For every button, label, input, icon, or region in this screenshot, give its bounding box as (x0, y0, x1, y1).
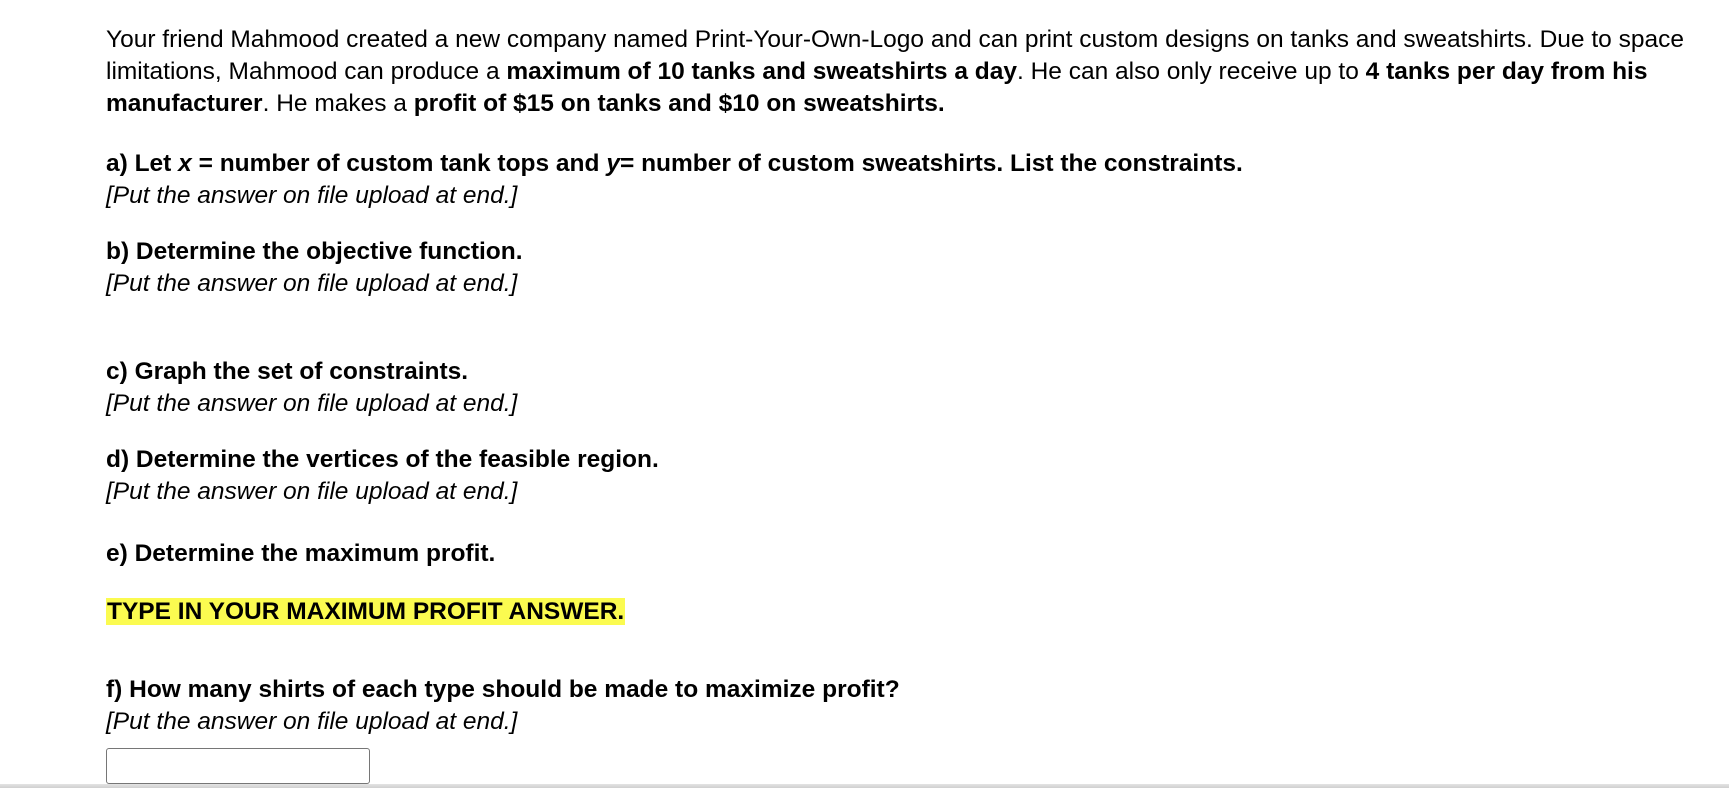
question-a-text-3: = number of custom sweatshirts. List the constraints. (619, 150, 1243, 177)
intro-text-3: . He makes a (262, 90, 414, 117)
intro-text-2: . He can also only receive up to (1017, 58, 1366, 85)
question-e (106, 538, 1706, 570)
variable-x: x (178, 150, 192, 177)
question-f-note: [Put the answer on file upload at end.] (106, 708, 518, 735)
question-d-title: d) Determine the vertices of the feasible region. (106, 446, 659, 473)
problem-intro (106, 24, 1706, 120)
max-profit-highlight: TYPE IN YOUR MAXIMUM PROFIT ANSWER. (107, 598, 625, 625)
max-profit-prompt (106, 596, 1706, 628)
intro-bold-tank-limit: 4 tanks per day from his manufacturer (106, 58, 1648, 117)
question-d-note: [Put the answer on file upload at end.] (106, 478, 518, 505)
question-d (106, 444, 1706, 508)
question-a-title (106, 148, 1706, 180)
question-a (106, 148, 1706, 212)
question-a-note: [Put the answer on file upload at end.] (106, 182, 518, 209)
question-e-title: e) Determine the maximum profit. (106, 540, 496, 567)
answer-input[interactable] (106, 748, 370, 784)
intro-bold-max-capacity: maximum of 10 tanks and sweatshirts a day (506, 58, 1017, 85)
question-c (106, 356, 1706, 420)
question-a-text-2: = number of custom tank tops and (191, 150, 607, 177)
question-f (106, 674, 1706, 738)
intro-bold-profit: profit of $15 on tanks and $10 on sweatshirts. (413, 90, 945, 117)
question-b-note: [Put the answer on file upload at end.] (106, 270, 518, 297)
question-b-title: b) Determine the objective function. (106, 238, 523, 265)
question-a-text-1: a) Let (106, 150, 179, 177)
bottom-divider (0, 784, 1729, 788)
variable-y: y (606, 150, 620, 177)
question-c-title: c) Graph the set of constraints. (106, 358, 469, 385)
question-c-note: [Put the answer on file upload at end.] (106, 390, 518, 417)
intro-text-1: Your friend Mahmood created a new company named Print-Your-Own-Logo and can print custom designs on tanks and sweatshirts. Due to space limitations, Mahmood can produce a (106, 26, 1684, 85)
question-f-title: f) How many shirts of each type should be made to maximize profit? (106, 676, 900, 703)
question-b (106, 236, 1706, 300)
